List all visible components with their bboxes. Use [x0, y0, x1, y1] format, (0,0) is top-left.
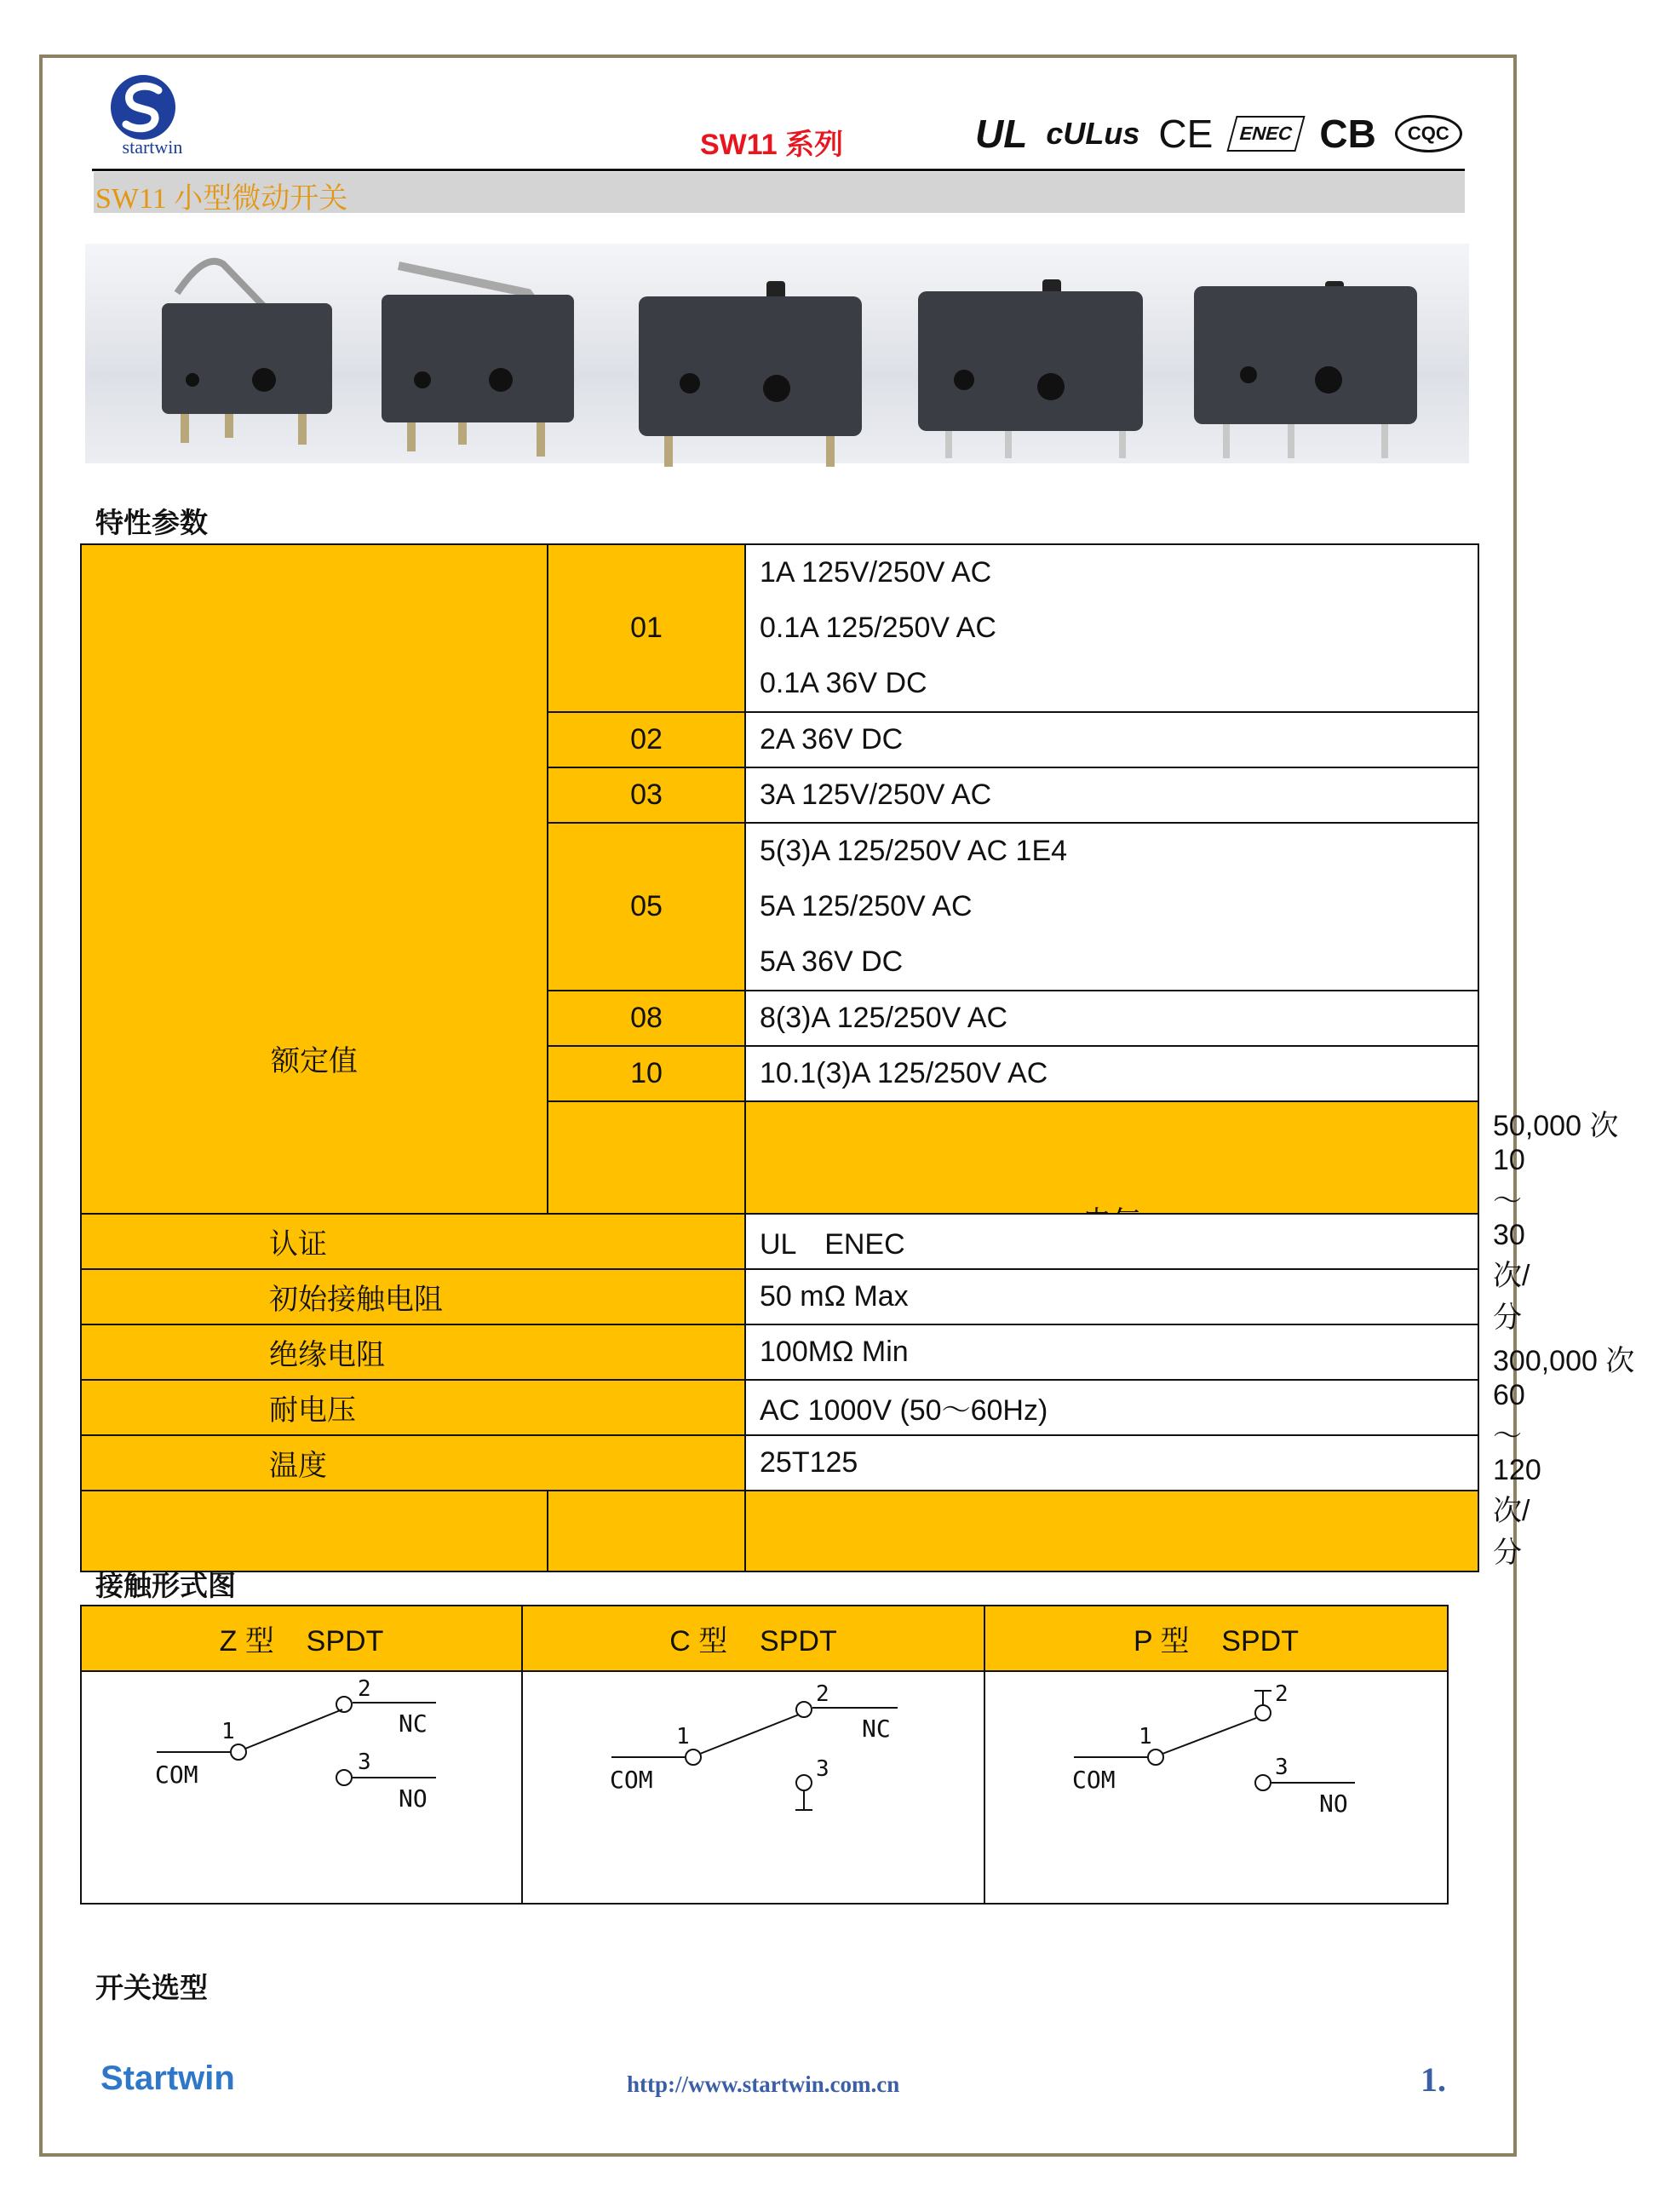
rating-code: 10 [548, 1046, 745, 1101]
spdt-z-diagram [82, 1672, 523, 1895]
product-photos [85, 244, 1469, 463]
rating-code: 08 [548, 991, 745, 1046]
spec-value: AC 1000V (50～60Hz) [745, 1380, 1478, 1435]
rating-values [745, 544, 1478, 712]
enec-mark-icon: ENEC [1227, 116, 1306, 152]
table-row [81, 1380, 1478, 1435]
rating-value: 5A 125/250V AC [760, 890, 973, 922]
product-title: SW11 小型微动开关 [95, 183, 348, 215]
contact-type-c-header: C 型 SPDT [522, 1606, 984, 1671]
table-row [81, 1214, 1478, 1269]
rating-value: 1A 125V/250V AC [760, 556, 992, 589]
rating-code: 01 [548, 544, 745, 712]
selection-section-title: 开关选型 [95, 1972, 208, 2003]
terminal-1-label: 1 [1139, 1724, 1152, 1749]
table-row [81, 544, 1478, 712]
rating-code: 03 [548, 767, 745, 823]
table-row [81, 1324, 1478, 1380]
rating-code: 02 [548, 712, 745, 767]
rating-value: 2A 36V DC [745, 712, 1478, 767]
cqc-mark-icon: CQC [1395, 115, 1462, 152]
spdt-c-diagram [523, 1672, 985, 1895]
switch-photo-2 [382, 266, 574, 457]
terminal-2-label: 2 [1275, 1681, 1289, 1707]
contact-diagram-p [984, 1671, 1448, 1904]
life-rate: 10～30 次/分 [1493, 1144, 1530, 1334]
rating-value: 0.1A 36V DC [760, 667, 927, 699]
contact-diagram-z [81, 1671, 522, 1904]
terminal-1-label: 1 [221, 1719, 235, 1744]
table-row [81, 1269, 1478, 1324]
terminal-3-label: 3 [816, 1756, 829, 1782]
spec-value: 50 mΩ Max [745, 1269, 1478, 1324]
spec-value: UL ENEC [745, 1214, 1478, 1269]
rating-value: 5A 36V DC [760, 945, 904, 978]
rating-value: 8(3)A 125/250V AC [745, 991, 1478, 1046]
spec-value: 100MΩ Min [745, 1324, 1478, 1380]
ce-mark-icon: CE [1158, 112, 1214, 156]
spec-label: 耐电压 [81, 1380, 745, 1435]
life-count: 50,000 次 [1493, 1110, 1619, 1142]
spec-table-others [80, 1213, 1479, 1491]
nc-label: NC [399, 1709, 428, 1738]
spec-label: 绝缘电阻 [81, 1324, 745, 1380]
product-photo-strip [85, 244, 1469, 463]
switch-photo-1 [162, 261, 332, 445]
spdt-p-diagram [985, 1672, 1449, 1895]
rating-values [745, 823, 1478, 991]
terminal-1-label: 1 [676, 1724, 690, 1749]
switch-photo-4 [918, 279, 1143, 458]
contact-form-table [80, 1605, 1449, 1905]
no-label: NO [399, 1784, 428, 1813]
rating-code: 05 [548, 823, 745, 991]
nc-label: NC [862, 1715, 891, 1743]
spec-label: 温度 [81, 1435, 745, 1491]
com-label: COM [610, 1766, 653, 1794]
com-label: COM [1072, 1766, 1116, 1794]
table-row [81, 1435, 1478, 1491]
cb-mark-icon: CB [1319, 112, 1376, 156]
life-rate: 60～120 次/分 [1493, 1379, 1541, 1569]
rating-value: 3A 125V/250V AC [745, 767, 1478, 823]
spec-value: 25T125 [745, 1435, 1478, 1491]
table-row [81, 1671, 1448, 1904]
spec-section-title: 特性参数 [95, 507, 208, 538]
rating-value: 10.1(3)A 125/250V AC [745, 1046, 1478, 1101]
ul-mark-icon: UL [975, 112, 1028, 156]
rating-value: 5(3)A 125/250V AC 1E4 [760, 835, 1068, 867]
page-number: 1. [1421, 2060, 1446, 2099]
logo-text: startwin [122, 136, 183, 158]
contact-diagram-c [522, 1671, 984, 1904]
certification-marks [975, 111, 1481, 157]
terminal-2-label: 2 [358, 1676, 371, 1702]
terminal-3-label: 3 [358, 1749, 371, 1775]
switch-photo-3 [639, 281, 862, 467]
rated-label: 额定值 [81, 544, 548, 1571]
terminal-3-label: 3 [1275, 1755, 1289, 1780]
contact-type-z-header: Z 型 SPDT [81, 1606, 522, 1671]
series-title: SW11 系列 [700, 129, 844, 161]
switch-photo-5 [1194, 281, 1417, 458]
contact-type-p-header: P 型 SPDT [984, 1606, 1448, 1671]
contact-section-title: 接触形式图 [95, 1570, 236, 1601]
terminal-2-label: 2 [816, 1681, 829, 1707]
footer-brand: Startwin [100, 2060, 235, 2097]
table-row [81, 1606, 1448, 1671]
culus-mark-icon: cULus [1046, 116, 1140, 151]
spec-label: 初始接触电阻 [81, 1269, 745, 1324]
rating-value: 0.1A 125/250V AC [760, 612, 996, 644]
header-divider [92, 169, 1465, 171]
no-label: NO [1319, 1790, 1348, 1818]
com-label: COM [155, 1761, 198, 1789]
spec-label: 认证 [81, 1214, 745, 1269]
footer-url-link[interactable]: http://www.startwin.com.cn [627, 2071, 900, 2097]
life-count: 300,000 次 [1493, 1345, 1635, 1377]
